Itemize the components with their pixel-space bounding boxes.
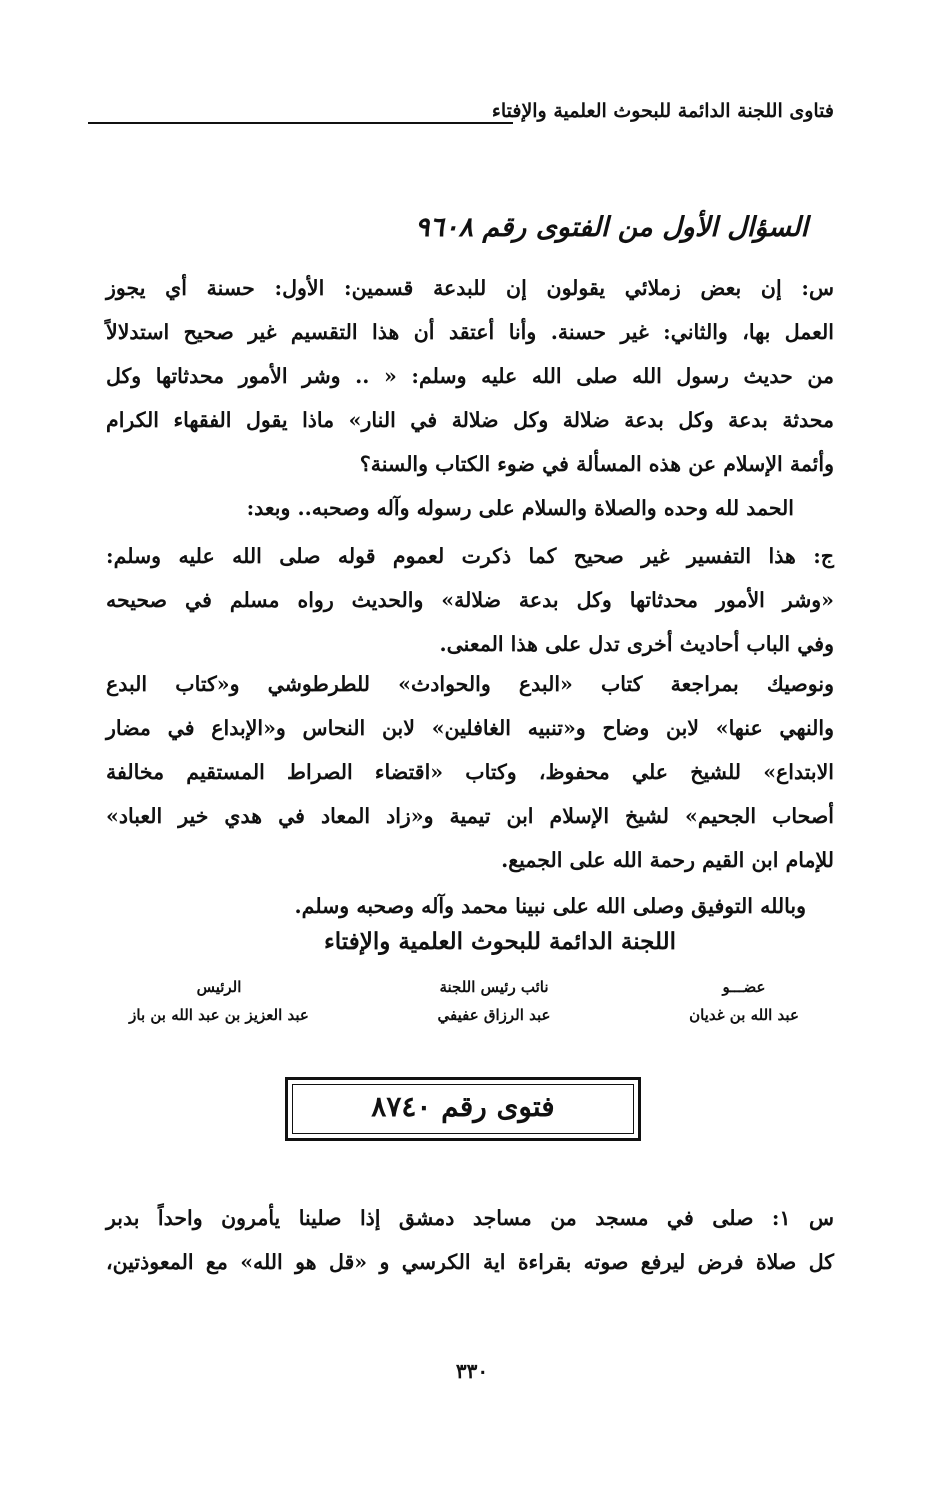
committee-name: اللجنة الدائمة للبحوث العلمية والإفتاء: [323, 928, 676, 955]
signature-role: عضـــو: [722, 978, 766, 996]
closing-text: وبالله التوفيق وصلى الله على نبينا محمد وآله وصحبه وسلم.: [294, 894, 806, 918]
signature-name: عبد العزيز بن عبد الله بن باز: [129, 1006, 309, 1024]
signature-name: عبد الرزاق عفيفي: [437, 1006, 551, 1024]
recommendation-line: والنهي عنها» لابن وضاح و«تنبيه الغافلين» لابن النحاس و«الإبداع في مضار: [106, 716, 834, 740]
second-question-paragraph: [106, 1196, 834, 1284]
running-header: [88, 100, 834, 130]
signature-role: الرئيس: [196, 978, 242, 996]
fatwa-title-box: [285, 1077, 641, 1141]
question-line: س: إن بعض زملائي يقولون إن للبدعة قسمين: الأول: حسنة أي يجوز: [106, 276, 834, 300]
answer-line: وفي الباب أحاديث أخرى تدل على هذا المعنى.: [439, 632, 834, 656]
answer-line: ج: هذا التفسير غير صحيح كما ذكرت لعموم قوله صلى الله عليه وسلم:: [106, 544, 834, 568]
header-rule: [88, 122, 513, 124]
recommendation-paragraph: [106, 662, 834, 882]
signature-role: نائب رئيس اللجنة: [439, 978, 549, 996]
running-title: فتاوى اللجنة الدائمة للبحوث العلمية والإفتاء: [491, 100, 834, 122]
question-paragraph: [106, 266, 834, 486]
second-question-line: س ١: صلى في مسجد من مساجد دمشق إذا صلينا يأمرون واحداً بدبر: [106, 1206, 834, 1230]
praise-line: [247, 486, 794, 530]
page-number: ٣٣٠: [455, 1359, 489, 1383]
fatwa-title: فتوى رقم ٨٧٤٠: [371, 1090, 555, 1123]
signature-president: [114, 978, 324, 1024]
recommendation-line: للإمام ابن القيم رحمة الله على الجميع.: [501, 848, 834, 872]
first-question-title: السؤال الأول من الفتوى رقم ٩٦٠٨: [415, 212, 808, 243]
question-line: محدثة بدعة وكل بدعة ضلالة وكل ضلالة في النار» ماذا يقول الفقهاء الكرام: [106, 408, 834, 432]
signatures-block: [114, 978, 824, 1038]
recommendation-line: أصحاب الجحيم» لشيخ الإسلام ابن تيمية و«زاد المعاد في هدي خير العباد»: [106, 804, 834, 828]
recommendation-line: ونوصيك بمراجعة كتاب «البدع والحوادث» للطرطوشي و«كتاب البدع: [106, 672, 834, 696]
answer-paragraph: [106, 534, 834, 666]
answer-line: «وشر الأمور محدثاتها وكل بدعة ضلالة» والحديث رواه مسلم في صحيحه: [106, 588, 834, 612]
question-line: من حديث رسول الله صلى الله عليه وسلم: « .. وشر الأمور محدثاتها وكل: [106, 364, 834, 388]
signature-vice-chairman: [409, 978, 579, 1024]
closing-line: [295, 884, 806, 928]
praise-text: الحمد لله وحده والصلاة والسلام على رسوله وآله وصحبه.. وبعد:: [246, 496, 794, 520]
question-line: العمل بها، والثاني: غير حسنة. وأنا أعتقد أن هذا التقسيم غير صحيح استدلالاً: [106, 320, 834, 344]
signature-member: [664, 978, 824, 1024]
second-question-line: كل صلاة فرض ليرفع صوته بقراءة اية الكرسي و «قل هو الله» مع المعوذتين،: [106, 1250, 834, 1274]
signature-name: عبد الله بن غديان: [689, 1006, 799, 1024]
question-line: وأئمة الإسلام عن هذه المسألة في ضوء الكتاب والسنة؟: [359, 452, 834, 476]
recommendation-line: الابتداع» للشيخ علي محفوظ، وكتاب «اقتضاء الصراط المستقيم مخالفة: [106, 760, 834, 784]
